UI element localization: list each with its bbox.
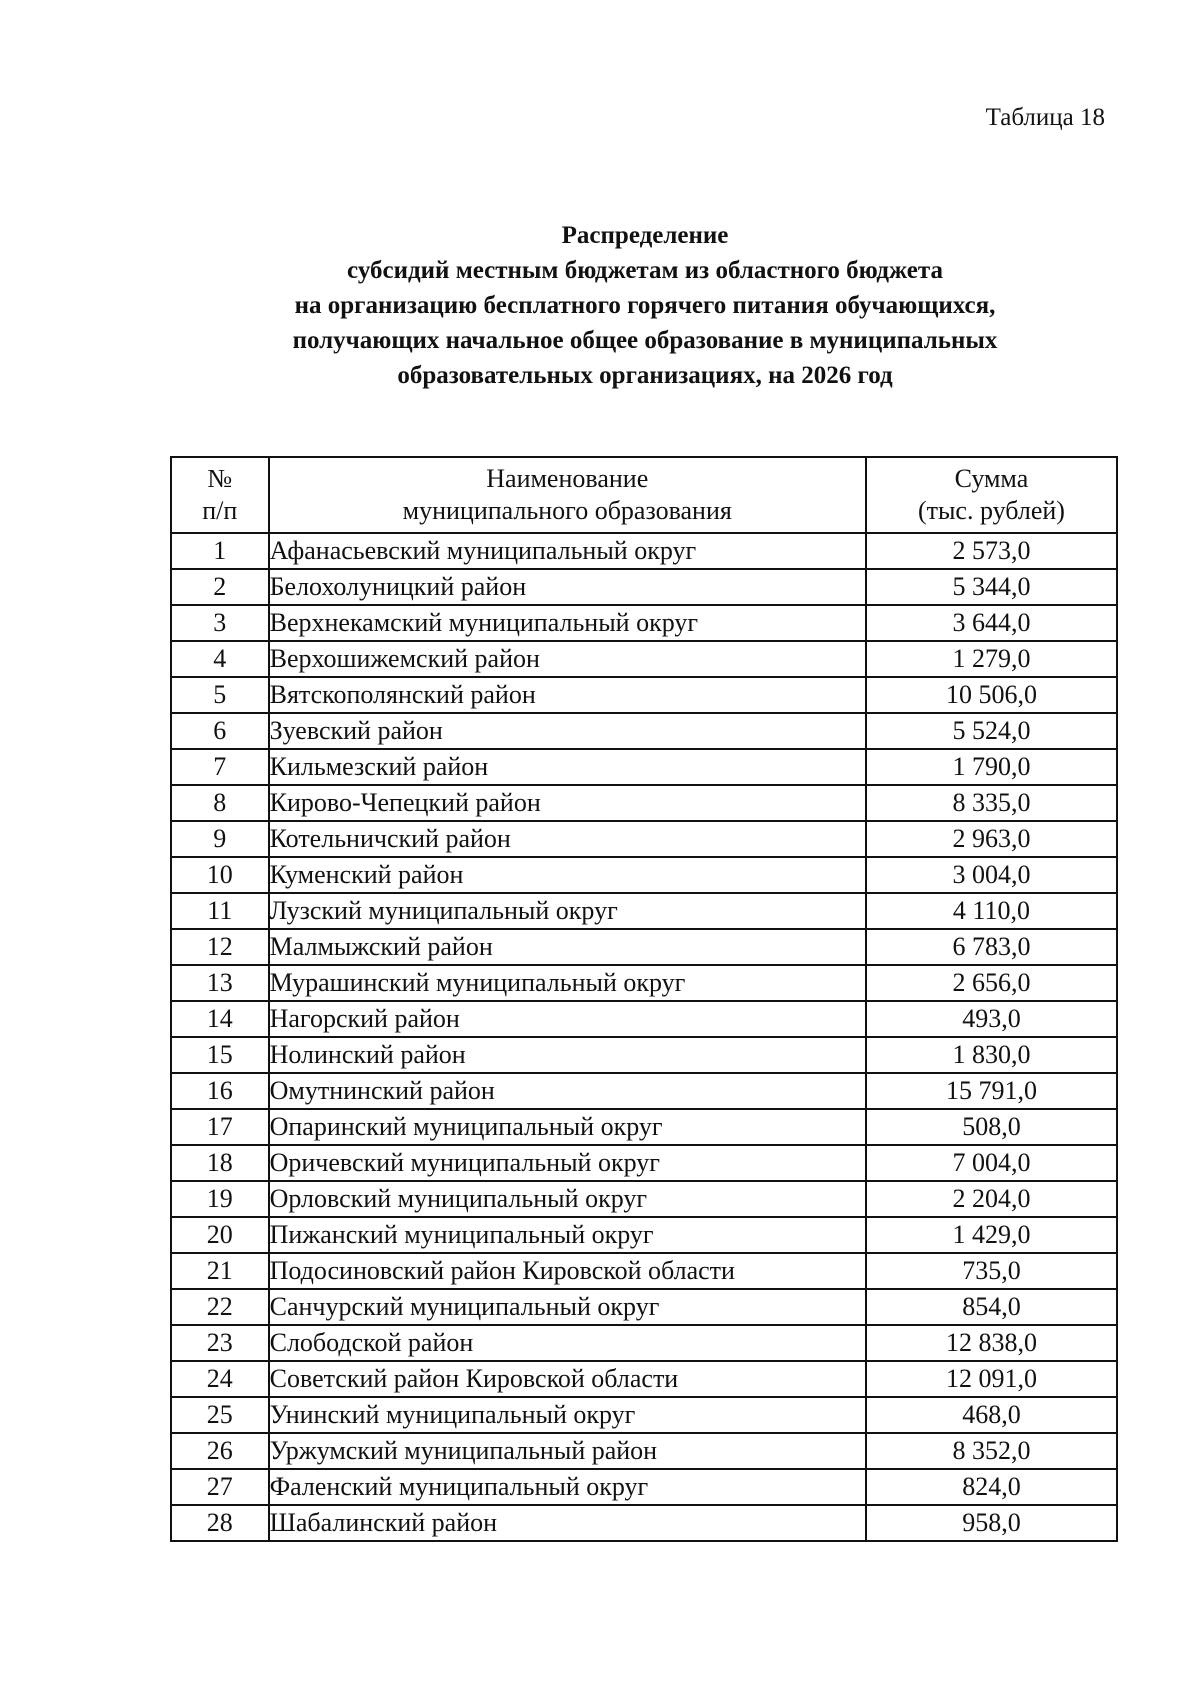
municipality-name: Омутнинский район <box>269 1073 866 1109</box>
table-row <box>171 749 1117 785</box>
subsidy-amount: 735,0 <box>866 1253 1117 1289</box>
municipality-name: Зуевский район <box>269 713 866 749</box>
municipality-name: Афанасьевский муниципальный округ <box>269 533 866 569</box>
municipality-name: Куменский район <box>269 857 866 893</box>
table-row <box>171 713 1117 749</box>
header-amount <box>866 457 1117 533</box>
header-amount-line1: Сумма <box>954 464 1029 493</box>
row-number: 23 <box>171 1325 269 1361</box>
municipality-name: Вятскополянский район <box>269 677 866 713</box>
table-row <box>171 857 1117 893</box>
subsidy-amount: 2 656,0 <box>866 965 1117 1001</box>
row-number: 6 <box>171 713 269 749</box>
table-row <box>171 1109 1117 1145</box>
table-row <box>171 1145 1117 1181</box>
subsidy-amount: 824,0 <box>866 1469 1117 1505</box>
subsidy-amount: 2 573,0 <box>866 533 1117 569</box>
row-number: 26 <box>171 1433 269 1469</box>
row-number: 5 <box>171 677 269 713</box>
subsidy-amount: 2 963,0 <box>866 821 1117 857</box>
row-number: 19 <box>171 1181 269 1217</box>
header-municipality-line1: Наименование <box>486 464 649 493</box>
table-row <box>171 1433 1117 1469</box>
subsidy-amount: 2 204,0 <box>866 1181 1117 1217</box>
row-number: 12 <box>171 929 269 965</box>
municipality-name: Слободской район <box>269 1325 866 1361</box>
table-row <box>171 1181 1117 1217</box>
header-number-line1: № <box>207 464 233 493</box>
subsidy-amount: 15 791,0 <box>866 1073 1117 1109</box>
municipality-name: Верхнекамский муниципальный округ <box>269 605 866 641</box>
table-row <box>171 1505 1117 1541</box>
row-number: 13 <box>171 965 269 1001</box>
municipality-name: Кирово-Чепецкий район <box>269 785 866 821</box>
row-number: 2 <box>171 569 269 605</box>
subsidy-amount: 5 344,0 <box>866 569 1117 605</box>
subsidy-amount: 1 790,0 <box>866 749 1117 785</box>
subsidy-amount: 854,0 <box>866 1289 1117 1325</box>
subsidy-amount: 5 524,0 <box>866 713 1117 749</box>
header-amount-line2: (тыс. рублей) <box>917 496 1065 525</box>
row-number: 7 <box>171 749 269 785</box>
subsidy-amount: 10 506,0 <box>866 677 1117 713</box>
table-row <box>171 1001 1117 1037</box>
subsidy-amount: 7 004,0 <box>866 1145 1117 1181</box>
row-number: 4 <box>171 641 269 677</box>
municipality-name: Белохолуницкий район <box>269 569 866 605</box>
table-row <box>171 533 1117 569</box>
subsidy-amount: 508,0 <box>866 1109 1117 1145</box>
table-body <box>171 533 1117 1541</box>
row-number: 17 <box>171 1109 269 1145</box>
row-number: 18 <box>171 1145 269 1181</box>
municipality-name: Нолинский район <box>269 1037 866 1073</box>
subsidy-amount: 6 783,0 <box>866 929 1117 965</box>
title-line: образовательных организациях, на 2026 год <box>397 362 893 389</box>
table-row <box>171 1325 1117 1361</box>
subsidy-distribution-table <box>170 456 1118 1542</box>
subsidy-amount: 3 004,0 <box>866 857 1117 893</box>
header-municipality-line2: муниципального образования <box>402 496 732 525</box>
table-row <box>171 569 1117 605</box>
title-line: на организацию бесплатного горячего питания обучающихся, <box>294 292 996 319</box>
subsidy-amount: 958,0 <box>866 1505 1117 1541</box>
municipality-name: Кильмезский район <box>269 749 866 785</box>
subsidy-amount: 1 830,0 <box>866 1037 1117 1073</box>
municipality-name: Фаленский муниципальный округ <box>269 1469 866 1505</box>
municipality-name: Котельничский район <box>269 821 866 857</box>
municipality-name: Подосиновский район Кировской области <box>269 1253 866 1289</box>
municipality-name: Мурашинский муниципальный округ <box>269 965 866 1001</box>
subsidy-amount: 468,0 <box>866 1397 1117 1433</box>
subsidy-amount: 3 644,0 <box>866 605 1117 641</box>
row-number: 14 <box>171 1001 269 1037</box>
table-row <box>171 1289 1117 1325</box>
table-row <box>171 1397 1117 1433</box>
table-row <box>171 1361 1117 1397</box>
municipality-name: Шабалинский район <box>269 1505 866 1541</box>
header-number <box>171 457 269 533</box>
row-number: 22 <box>171 1289 269 1325</box>
municipality-name: Опаринский муниципальный округ <box>269 1109 866 1145</box>
row-number: 9 <box>171 821 269 857</box>
municipality-name: Оричевский муниципальный округ <box>269 1145 866 1181</box>
row-number: 15 <box>171 1037 269 1073</box>
subsidy-amount: 12 091,0 <box>866 1361 1117 1397</box>
row-number: 1 <box>171 533 269 569</box>
municipality-name: Нагорский район <box>269 1001 866 1037</box>
subsidy-amount: 8 352,0 <box>866 1433 1117 1469</box>
table-row <box>171 785 1117 821</box>
municipality-name: Орловский муниципальный округ <box>269 1181 866 1217</box>
table-row <box>171 1253 1117 1289</box>
municipality-name: Советский район Кировской области <box>269 1361 866 1397</box>
subsidy-amount: 493,0 <box>866 1001 1117 1037</box>
table-row <box>171 677 1117 713</box>
municipality-name: Унинский муниципальный округ <box>269 1397 866 1433</box>
row-number: 10 <box>171 857 269 893</box>
subsidy-amount: 1 279,0 <box>866 641 1117 677</box>
row-number: 27 <box>171 1469 269 1505</box>
municipality-name: Пижанский муниципальный округ <box>269 1217 866 1253</box>
header-number-line2: п/п <box>202 496 238 525</box>
row-number: 3 <box>171 605 269 641</box>
subsidy-amount: 12 838,0 <box>866 1325 1117 1361</box>
table-row <box>171 1073 1117 1109</box>
title-line: субсидий местным бюджетам из областного бюджета <box>347 257 943 284</box>
table-row <box>171 1469 1117 1505</box>
row-number: 21 <box>171 1253 269 1289</box>
row-number: 24 <box>171 1361 269 1397</box>
table-row <box>171 965 1117 1001</box>
header-municipality <box>269 457 866 533</box>
table-row <box>171 929 1117 965</box>
table-header-row <box>171 457 1117 533</box>
subsidy-amount: 1 429,0 <box>866 1217 1117 1253</box>
row-number: 8 <box>171 785 269 821</box>
document-title <box>160 218 1130 393</box>
table-row <box>171 641 1117 677</box>
municipality-name: Санчурский муниципальный округ <box>269 1289 866 1325</box>
municipality-name: Верхошижемский район <box>269 641 866 677</box>
municipality-name: Лузский муниципальный округ <box>269 893 866 929</box>
subsidy-amount: 4 110,0 <box>866 893 1117 929</box>
municipality-name: Уржумский муниципальный район <box>269 1433 866 1469</box>
row-number: 28 <box>171 1505 269 1541</box>
row-number: 20 <box>171 1217 269 1253</box>
table-row <box>171 605 1117 641</box>
row-number: 11 <box>171 893 269 929</box>
table-row <box>171 821 1117 857</box>
subsidy-amount: 8 335,0 <box>866 785 1117 821</box>
table-row <box>171 1037 1117 1073</box>
title-line: Распределение <box>561 222 729 249</box>
row-number: 25 <box>171 1397 269 1433</box>
row-number: 16 <box>171 1073 269 1109</box>
title-line: получающих начальное общее образование в муниципальных <box>292 327 998 354</box>
table-row <box>171 893 1117 929</box>
table-number-label: Таблица 18 <box>985 104 1105 131</box>
municipality-name: Малмыжский район <box>269 929 866 965</box>
table-row <box>171 1217 1117 1253</box>
